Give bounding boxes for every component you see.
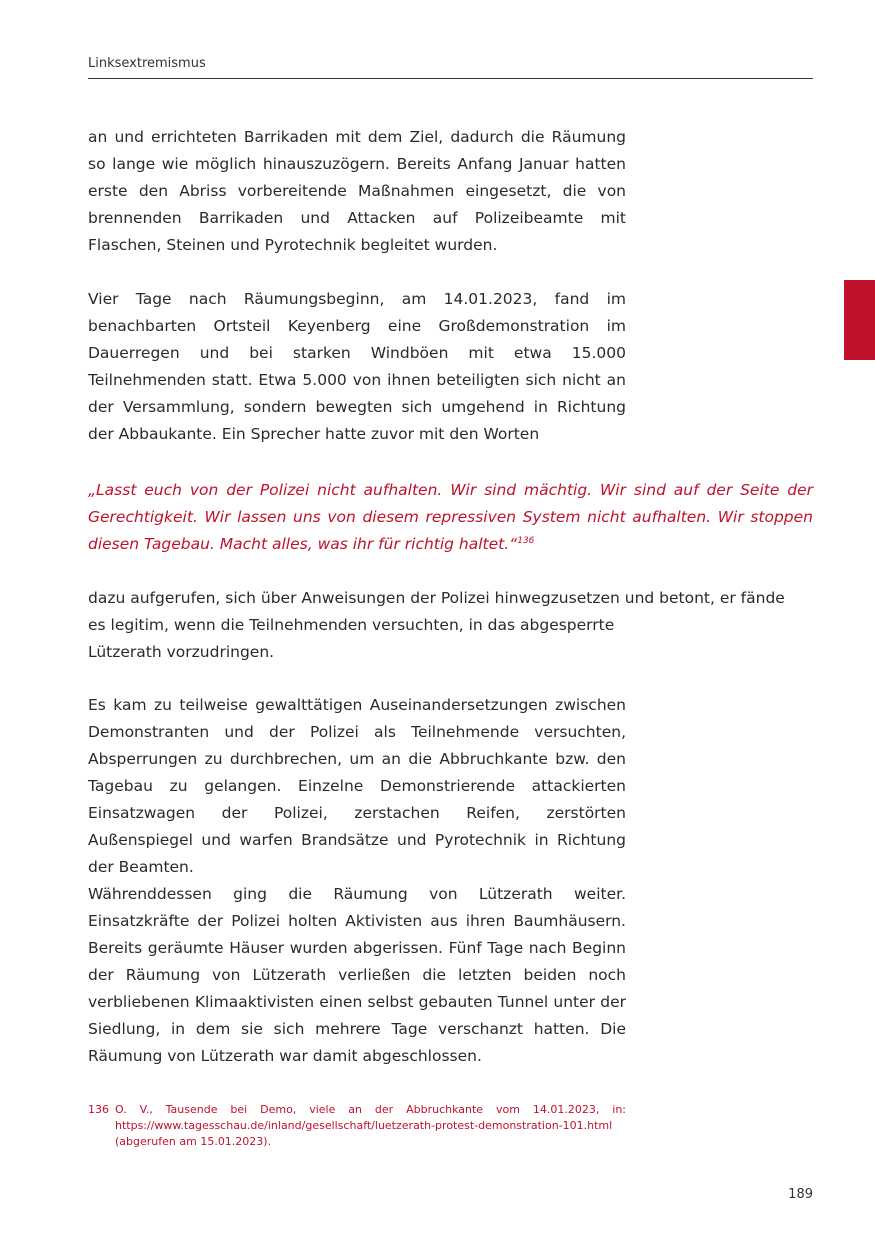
paragraph-2: Vier Tage nach Räumungsbeginn, am 14.01.2023, fand im benachbarten Ortsteil Keyenberg eine Großdemonstration im Dauerregen und bei starken Windböen mit etwa 15.000 Teilnehmenden statt. Etwa 5.000 von ihnen beteiligten sich nicht an der Versammlung, sondern bewegten sich umgehend in Richtung der Abbaukante. Ein Sprecher hatte zuvor mit den Worten [88, 290, 626, 443]
paragraph-1: an und errichteten Barrikaden mit dem Ziel, dadurch die Räumung so lange wie möglich hinauszuzögern. Bereits Anfang Januar hatten erste den Abriss vorbereitende Maßnahmen eingesetzt, die von brennenden Barrikaden und Attacken auf Polizeibeamte mit Flaschen, Steinen und Pyrotechnik begleitet wurden. [88, 128, 626, 254]
paragraph-3-line-2: es legitim, wenn die Teilnehmenden versuchten, in das abgesperrte [88, 616, 615, 634]
running-header: Linksextremismus [88, 56, 206, 71]
quote-text: „Lasst euch von der Polizei nicht aufhalten. Wir sind mächtig. Wir sind auf der Seite der Gerechtigkeit. Wir lassen uns von diesem repressiven System nicht aufhalten. Wir stoppen diesen Tagebau. Macht alles, was ihr für richtig haltet.“ [88, 481, 813, 553]
paragraph-4: Es kam zu teilweise gewalttätigen Auseinandersetzungen zwischen Demonstranten und der Polizei als Teilnehmende versuchten, Absperrungen zu durchbrechen, um an die Abbruchkante bzw. den Tagebau zu gelangen. Einzelne Demonstrierende attackierten Einsatzwagen der Polizei, zerstachen Reifen, zerstörten Außenspiegel und warfen Brandsätze und Pyrotechnik in Richtung der Beamten. [88, 696, 626, 876]
footnote-text: O. V., Tausende bei Demo, viele an der Abbruchkante vom 14.01.2023, in: https://www.tagesschau.de/inland/gesellschaft/luetzerath-protest-demonstration-101.html (abgerufen am 15.01.2023). [115, 1103, 626, 1148]
page-number: 189 [788, 1187, 813, 1202]
footnote-number: 136 [88, 1103, 109, 1116]
paragraph-3-line-3: Lützerath vorzudringen. [88, 643, 275, 661]
chapter-tab-marker [844, 280, 875, 360]
paragraph-5: Währenddessen ging die Räumung von Lützerath weiter. Einsatzkräfte der Polizei holten Aktivisten aus ihren Baumhäusern. Bereits geräumte Häuser wurden abgerissen. Fünf Tage nach Beginn der Räumung von Lützerath verließen die letzten beiden noch verbliebenen Klimaaktivisten einen selbst gebauten Tunnel unter der Siedlung, in dem sie sich mehrere Tage verschanzt hatten. Die Räumung von Lützerath war damit abgeschlossen. [88, 885, 626, 1065]
paragraph-3 [88, 585, 813, 666]
footnote [88, 1102, 626, 1150]
footnote-reference[interactable]: 136 [517, 536, 535, 546]
header-divider [88, 78, 813, 79]
block-quote [88, 477, 813, 558]
paragraph-3-line-1: dazu aufgerufen, sich über Anweisungen der Polizei hinwegzusetzen und betont, er fände [88, 589, 785, 607]
